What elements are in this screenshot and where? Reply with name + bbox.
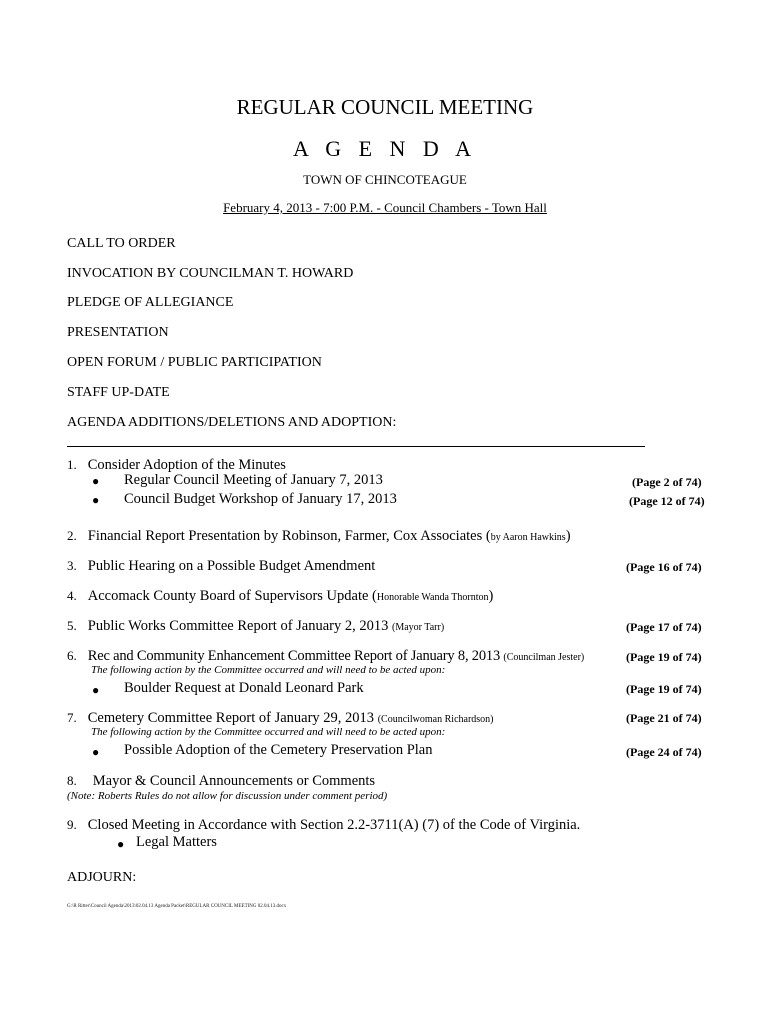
item-8-note: (Note: Roberts Rules do not allow for discussion under comment period) xyxy=(67,790,388,802)
item-text: Cemetery Committee Report of January 29, 2013 xyxy=(87,710,378,726)
agenda-item-3 xyxy=(67,557,375,575)
agenda-item-2: 2. Financial Report Presentation by Robinson, Farmer, Cox Associates (by Aaron Hawkins) xyxy=(67,528,571,544)
item-6-bullet-1-page: (Page 19 of 74) xyxy=(626,682,702,696)
item-number: 1. xyxy=(67,457,77,472)
item-7-bullet-1: Possible Adoption of the Cemetery Preservation Plan xyxy=(124,742,433,758)
item-text: Financial Report Presentation by Robinson, Farmer, Cox Associates ( xyxy=(87,528,491,544)
item-number: 7. xyxy=(67,710,77,725)
item-7-note: The following action by the Committee occurred and will need to be acted upon: xyxy=(91,726,446,738)
item-6-bullet-1: Boulder Request at Donald Leonard Park xyxy=(124,680,364,696)
divider-line xyxy=(67,446,645,447)
item-presenter: Honorable Wanda Thornton xyxy=(376,592,489,603)
section-agenda-additions: AGENDA ADDITIONS/DELETIONS AND ADOPTION: xyxy=(67,415,397,430)
agenda-item-9 xyxy=(67,816,580,834)
section-pledge: PLEDGE OF ALLEGIANCE xyxy=(67,295,234,310)
item-presenter: by Aaron Hawkins xyxy=(490,532,566,543)
section-invocation: INVOCATION BY COUNCILMAN T. HOWARD xyxy=(67,266,354,281)
item-number: 4. xyxy=(67,588,77,603)
agenda-item-8 xyxy=(67,772,375,790)
item-1-bullet-1: Regular Council Meeting of January 7, 2013 xyxy=(124,472,383,488)
bullet-icon: ● xyxy=(92,745,100,759)
section-staff-update: STAFF UP-DATE xyxy=(67,385,170,400)
item-text: Rec and Community Enhancement Committee Report of January 8, 2013 xyxy=(87,648,504,664)
item-5-page: (Page 17 of 74) xyxy=(626,620,702,634)
agenda-item-7 xyxy=(67,709,494,727)
item-number: 8. xyxy=(67,773,77,788)
item-text: Closed Meeting in Accordance with Section 2.2-3711(A) (7) of the Code of Virginia. xyxy=(87,817,581,833)
item-1-bullet-2-page: (Page 12 of 74) xyxy=(629,494,705,508)
section-presentation: PRESENTATION xyxy=(67,325,169,340)
document-title: REGULAR COUNCIL MEETING xyxy=(236,95,534,119)
item-number: 9. xyxy=(67,817,77,832)
adjourn-heading: ADJOURN: xyxy=(67,870,137,885)
bullet-icon: ● xyxy=(92,683,100,697)
item-text: Accomack County Board of Supervisors Update ( xyxy=(87,588,377,604)
section-open-forum: OPEN FORUM / PUBLIC PARTICIPATION xyxy=(67,355,322,370)
bullet-icon: ● xyxy=(117,837,125,851)
item-text: Public Works Committee Report of January 2, 2013 xyxy=(87,618,392,634)
town-name: TOWN OF CHINCOTEAGUE xyxy=(303,172,467,187)
bullet-icon: ● xyxy=(92,474,100,488)
bullet-icon: ● xyxy=(92,493,100,507)
item-6-note: The following action by the Committee occurred and will need to be acted upon: xyxy=(91,664,446,676)
item-1-bullet-2: Council Budget Workshop of January 17, 2013 xyxy=(124,491,397,507)
item-presenter: (Councilman Jester) xyxy=(503,652,585,663)
item-number: 6. xyxy=(67,648,77,663)
item-9-bullet-1: Legal Matters xyxy=(136,834,217,850)
item-text: Public Hearing on a Possible Budget Amendment xyxy=(87,558,376,574)
meeting-date-line: February 4, 2013 - 7:00 P.M. - Council Chambers - Town Hall xyxy=(223,200,547,215)
item-number: 5. xyxy=(67,618,77,633)
section-call-to-order: CALL TO ORDER xyxy=(67,236,176,251)
agenda-item-5 xyxy=(67,617,444,635)
item-6-page: (Page 19 of 74) xyxy=(626,650,702,664)
agenda-item-6 xyxy=(67,647,584,665)
item-7-bullet-1-page: (Page 24 of 74) xyxy=(626,745,702,759)
item-presenter: (Councilwoman Richardson) xyxy=(377,714,494,725)
item-text: Consider Adoption of the Minutes xyxy=(87,457,286,473)
item-text: Mayor & Council Announcements or Comments xyxy=(92,773,376,789)
item-presenter: (Mayor Tarr) xyxy=(392,622,445,633)
agenda-heading: A G E N D A xyxy=(293,136,477,161)
item-1-bullet-1-page: (Page 2 of 74) xyxy=(632,475,702,489)
file-path-footer: G:\R Ritter\Council Agenda\2013\02.04.13 Agenda Packet\REGULAR COUNCIL MEETING 02.04.13.docx xyxy=(67,904,287,909)
item-3-page: (Page 16 of 74) xyxy=(626,560,702,574)
agenda-item-4: 4. Accomack County Board of Supervisors Update (Honorable Wanda Thornton) xyxy=(67,588,494,604)
item-number: 2. xyxy=(67,528,77,543)
item-7-page: (Page 21 of 74) xyxy=(626,711,702,725)
item-number: 3. xyxy=(67,558,77,573)
